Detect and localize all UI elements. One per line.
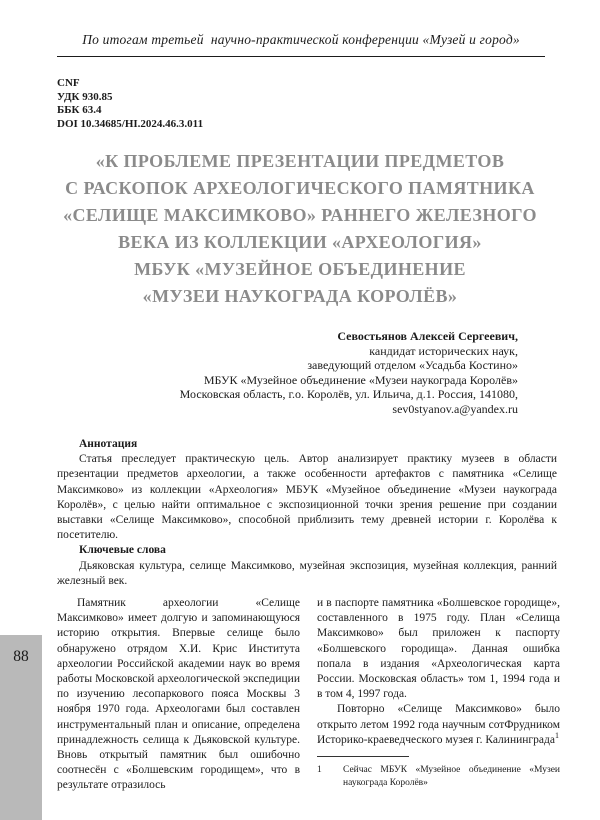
abstract-text: Статья преследует практическую цель. Автор анализирует практику музеев в области презентации предметов археологии, а также особенности артефактов с памятника «Селище Максимково» из коллекции «Археология» МБУК «Музейное объединение «Музеи наукограда Королёв», с целью найти оптимальное с экспозиционной точки зрения решение при создании выставки «Селище Максимково», способной приблизить тему древней истории г. Королёва к посетителю.: [57, 453, 557, 542]
body-columns: [57, 596, 560, 794]
footnote-divider: [317, 756, 409, 757]
author-degree: кандидат исторических наук,: [369, 343, 518, 358]
keywords-heading: Ключевые слова: [79, 544, 166, 557]
title-line: «СЕЛИЩЕ МАКСИМКОВО» РАННЕГО ЖЕЛЕЗНОГО: [63, 205, 537, 225]
abstract-heading: Аннотация: [79, 438, 138, 450]
footnote-block: [317, 756, 560, 790]
author-affiliation: МБУК «Музейное объединение «Музеи наукограда Королёв»: [203, 372, 518, 387]
header-rule: [57, 56, 545, 57]
author-block: [150, 329, 518, 417]
body-paragraph-continuation: и в паспорте памятника «Болшевское городище», составленного в 1975 году. План «Селища Максимково» был приложен к паспорту «Болшевского городища». Данная ошибка попала в издания «Археологическая карта России. Московская область» том 1, 1994 года и в том 4, 1997 года.: [317, 597, 560, 701]
footnote-text: Сейчас МБУК «Музейное объединение «Музеи наукограда Королёв»: [343, 765, 560, 789]
title-line: «МУЗЕИ НАУКОГРАДА КОРОЛЁВ»: [142, 286, 458, 306]
author-address: Московская область, г.о. Королёв, ул. Ильича, д.1. Россия, 141080,: [179, 387, 518, 402]
title-line: «К ПРОБЛЕМЕ ПРЕЗЕНТАЦИИ ПРЕДМЕТОВ: [95, 151, 505, 171]
author-email: sev0styanov.a@yandex.ru: [392, 401, 518, 416]
author-name: Севостьянов Алексей Сергеевич,: [337, 329, 518, 343]
title-line: МБУК «МУЗЕЙНОЕ ОБЪЕДИНЕНИЕ: [134, 259, 466, 279]
bbk-line: ББК 63.4: [57, 104, 102, 116]
body-column-right: [317, 596, 560, 794]
cnf-line: CNF: [57, 77, 80, 89]
body-paragraph-second-text: Повторно «Селище Максимково» было открыто летом 1992 года научным сотФрудником Историко-краеведческого музея г. Калининграда: [317, 703, 560, 746]
doi-line: DOI 10.34685/HI.2024.46.3.011: [57, 117, 204, 130]
body-column-left: [57, 596, 300, 794]
footnote-number: 1: [317, 765, 322, 776]
author-position: заведующий отделом «Усадьба Костино»: [307, 358, 518, 373]
abstract-keywords-section: [57, 437, 557, 589]
page-number: 88: [13, 648, 29, 665]
page-number-band: [0, 635, 42, 820]
running-head: По итогам третьей научно-практической конференции «Музей и город»: [82, 32, 520, 47]
meta-block: [57, 77, 203, 131]
body-paragraph-second: [317, 702, 560, 748]
footnote-row: [317, 764, 560, 790]
body-paragraph-left: Памятник археологии «Селище Максимково» имеет долгую и запоминающуюся историю открытия. Впервые селище было обнаружено отрядом Х.И. Крис Института археологии Российской академии наук во время работы Московской археологической экспедиции по изучению лесопаркового пояса Москвы 3 ноября 1970 года. Археологами был составлен инструментальный план и описание, определена принадлежность селища к Дьяковской культуре. Вновь открытый памятник был ошибочно соотнесён с «Болшевским городищем», что в результате отразилось: [57, 597, 300, 792]
title-line: ВЕКА ИЗ КОЛЛЕКЦИИ «АРХЕОЛОГИЯ»: [118, 232, 482, 252]
article-title: [40, 148, 560, 310]
title-line: С РАСКОПОК АРХЕОЛОГИЧЕСКОГО ПАМЯТНИКА: [65, 178, 535, 198]
footnote-reference: 1: [554, 731, 559, 740]
keywords-text: Дьяковская культура, селище Максимково, музейная экспозиция, музейная коллекция, ранний железный век.: [57, 559, 557, 587]
udc-line: УДК 930.85: [57, 90, 113, 103]
